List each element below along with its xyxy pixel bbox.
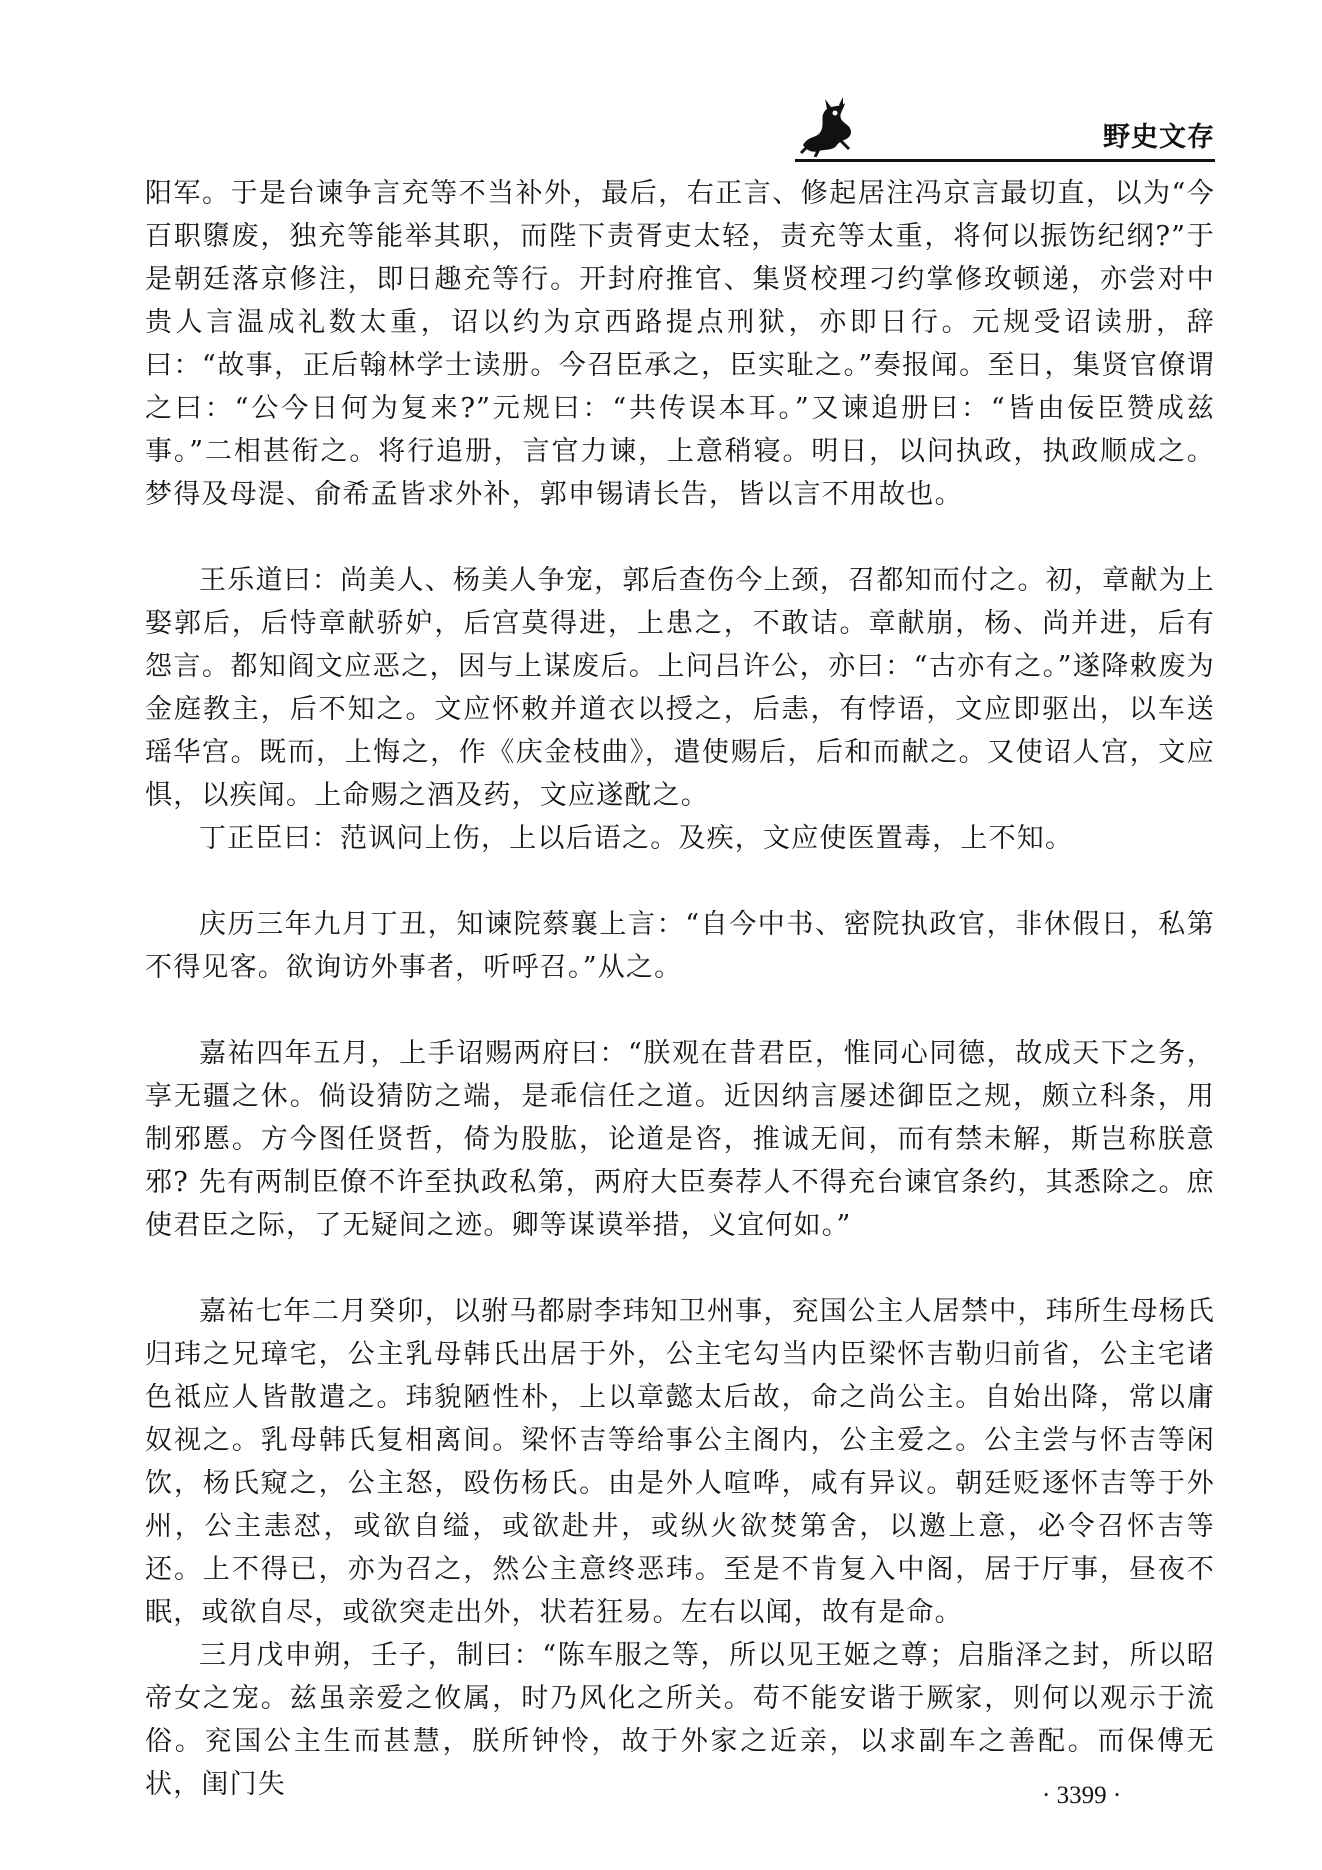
paragraph-4: 庆历三年九月丁丑，知谏院蔡襄上言：“自今中书、密院执政官，非休假日，私第不得见客。欲询访外事者，听呼召。”从之。	[145, 909, 1215, 983]
paragraph-1: 阳军。于是台谏争言充等不当补外，最后，右正言、修起居注冯京言最切直，以为“今百职隳废，独充等能举其职，而陛下责胥吏太轻，责充等太重，将何以振饬纪纲?”于是朝廷落京修注，即日趣充等行。开封府推官、集贤校理刁约掌修玫顿递，亦尝对中贵人言温成礼数太重，诏以约为京西路提点刑狱，亦即日行。元规受诏读册，辞曰：“故事，正后翰林学士读册。今召臣承之，臣实耻之。”奏报闻。至日，集贤官僚谓之曰：“公今日何为复来?”元规曰：“共传误本耳。”又谏追册曰：“皆由佞臣赞成兹事。”二相甚衔之。将行追册，言官力谏，上意稍寝。明日，以问执政，执政顺成之。梦得及母湜、俞希孟皆求外补，郭申锡请长告，皆以言不用故也。	[145, 178, 1215, 510]
paragraph-6: 嘉祐七年二月癸卯，以驸马都尉李玮知卫州事，兖国公主人居禁中，玮所生母杨氏归玮之兄璋宅，公主乳母韩氏出居于外，公主宅勾当内臣梁怀吉勒归前省，公主宅诸色祗应人皆散遣之。玮貌陋性朴，上以章懿太后故，命之尚公主。自始出降，常以庸奴视之。乳母韩氏复相离间。梁怀吉等给事公主阁内，公主爱之。公主尝与怀吉等闲饮，杨氏窥之，公主怒，殴伤杨氏。由是外人喧哗，咸有异议。朝廷贬逐怀吉等于外州，公主恚怼，或欲自缢，或欲赴井，或纵火欲焚第舍，以邀上意，必令召怀吉等还。上不得已，亦为召之，然公主意终恶玮。至是不肯复入中阁，居于厅事，昼夜不眠，或欲自尽，或欲突走出外，状若狂易。左右以闻，故有是命。	[145, 1296, 1215, 1628]
paragraph-2: 王乐道曰：尚美人、杨美人争宠，郭后查伤今上颈，召都知而付之。初，章献为上娶郭后，后恃章献骄妒，后宫莫得进，上患之，不敢诘。章献崩，杨、尚并进，后有怨言。都知阎文应恶之，因与上谋废后。上问吕许公，亦曰：“古亦有之。”遂降敕废为金庭教主，后不知之。文应怀敕并道衣以授之，后恚，有悖语，文应即驱出，以车送瑶华宫。既而，上悔之，作《庆金枝曲》，遣使赐后，后和而献之。又使诏人宫，文应惧，以疾闻。上命赐之酒及药，文应遂酖之。	[145, 565, 1215, 811]
book-series-title: 野史文存	[1103, 122, 1215, 153]
paragraph-7: 三月戊申朔，壬子，制曰：“陈车服之等，所以见王姬之尊；启脂泽之封，所以昭帝女之宠。兹虽亲爱之攸属，时乃风化之所关。苟不能安谐于厥家，则何以观示于流俗。兖国公主生而甚慧，朕所钟怜，故于外家之近亲，以求副车之善配。而保傅无状，闺门失	[145, 1640, 1215, 1800]
page-header	[795, 95, 1215, 165]
paragraph-5: 嘉祐四年五月，上手诏赐两府曰：“朕观在昔君臣，惟同心同德，故成天下之务，享无疆之休。倘设猜防之端，是乖信任之道。近因纳言屡述御臣之规，颇立科条，用制邪慝。方今图任贤哲，倚为股肱，论道是咨，推诚无间，而有禁未解，斯岂称朕意邪? 先有两制臣僚不许至执政私第，两府大臣奏荐人不得充台谏官条约，其悉除之。庶使君臣之际，了无疑间之迹。卿等谋谟举措，义宜何如。”	[145, 1038, 1215, 1241]
paragraph-3: 丁正臣曰：范讽问上伤，上以后语之。及疾，文应使医置毒，上不知。	[199, 823, 1074, 854]
page-body	[145, 172, 1215, 1806]
dragon-emblem-icon	[795, 95, 857, 157]
page-number: · 3399 ·	[1042, 1782, 1122, 1809]
header-divider	[795, 159, 1215, 162]
